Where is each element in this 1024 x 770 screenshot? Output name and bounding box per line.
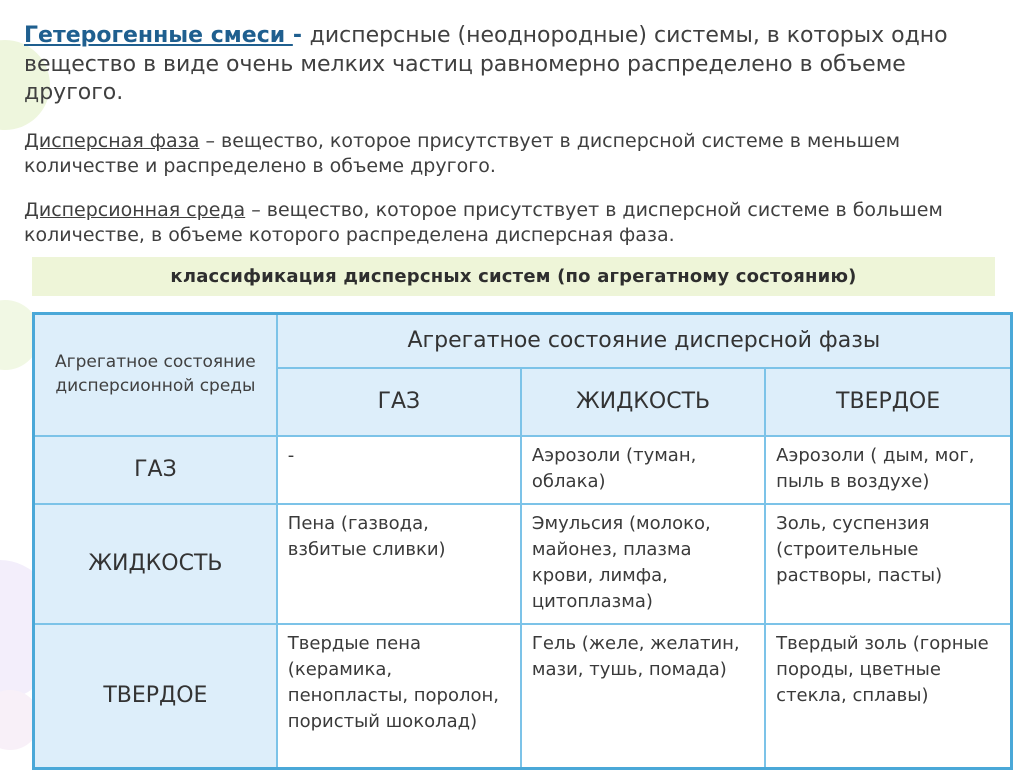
table-cell: Гель (желе, желатин, мази, тушь, помада): [521, 624, 765, 769]
dispersion-medium-definition: [24, 198, 1002, 249]
dispersed-phase-term: Дисперсная фаза: [24, 130, 200, 152]
classification-title: классификация дисперсных систем (по агрегатному состоянию): [32, 257, 995, 296]
dispersion-medium-term: Дисперсионная среда: [24, 199, 246, 221]
table-cell: -: [277, 436, 521, 504]
table-header-row: [34, 314, 1012, 368]
row-header-gas: ГАЗ: [34, 436, 277, 504]
dispersed-phase-text: – вещество, которое присутствует в дисперсной системе в меньшем количестве и распределено в объеме другого.: [24, 130, 901, 178]
heterogeneous-term: Гетерогенные смеси: [24, 23, 293, 48]
heterogeneous-definition: [24, 22, 1002, 108]
row-header-liquid: ЖИДКОСТЬ: [34, 504, 277, 624]
heterogeneous-text: дисперсные (неоднородные) системы, в которых одно вещество в виде очень мелких частиц равномерно распределено в объеме другого.: [24, 23, 948, 106]
table-cell: Пена (газвода, взбитые сливки): [277, 504, 521, 624]
dispersion-systems-table: [32, 312, 1013, 770]
table-cell: Золь, суспензия (строительные растворы, пасты): [765, 504, 1011, 624]
phase-state-header: Агрегатное состояние дисперсной фазы: [277, 314, 1012, 368]
column-header-solid: ТВЕРДОЕ: [765, 368, 1011, 436]
dispersed-phase-definition: [24, 129, 1002, 180]
table-cell: Эмульсия (молоко, майонез, плазма крови, лимфа, цитоплазма): [521, 504, 765, 624]
definition-dash: -: [292, 23, 310, 48]
table-row: [34, 436, 1012, 504]
table-row: [34, 624, 1012, 769]
column-header-gas: ГАЗ: [277, 368, 521, 436]
corner-header: Агрегатное состояние дисперсионной среды: [34, 314, 277, 436]
dispersion-medium-text: – вещество, которое присутствует в дисперсной системе в большем количестве, в объеме которого распределена дисперсная фаза.: [24, 199, 943, 247]
table-cell: Твердые пена (керамика, пенопласты, поролон, пористый шоколад): [277, 624, 521, 769]
table-row: [34, 504, 1012, 624]
table-cell: Твердый золь (горные породы, цветные стекла, сплавы): [765, 624, 1011, 769]
row-header-solid: ТВЕРДОЕ: [34, 624, 277, 769]
column-header-liquid: ЖИДКОСТЬ: [521, 368, 765, 436]
table-cell: Аэрозоли (туман, облака): [521, 436, 765, 504]
table-cell: Аэрозоли ( дым, мог, пыль в воздухе): [765, 436, 1011, 504]
